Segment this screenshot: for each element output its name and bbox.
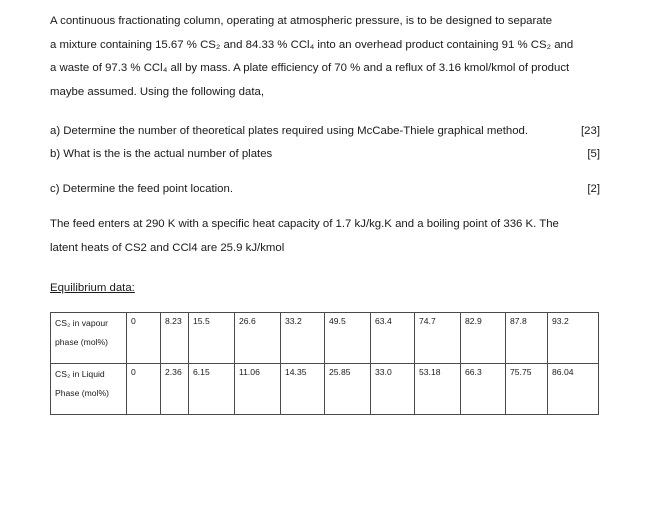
table-cell: 11.06 bbox=[235, 364, 281, 415]
table-cell: 87.8 bbox=[506, 313, 548, 364]
question-a-text: a) Determine the number of theoretical plates required using McCabe-Thiele graphical method. bbox=[50, 125, 529, 137]
row-label-vapour: CS₂ in vapour phase (mol%) bbox=[51, 313, 127, 364]
intro-line: a mixture containing 15.67 % CS₂ and 84.33 % CCl₄ into an overhead product containing 91 % CS₂ and bbox=[50, 38, 574, 51]
question-c-marks: [2] bbox=[587, 183, 600, 195]
intro-line: maybe assumed. Using the following data, bbox=[50, 85, 265, 98]
table-cell: 25.85 bbox=[325, 364, 371, 415]
intro-line: a waste of 97.3 % CCl₄ all by mass. A plate efficiency of 70 % and a reflux of 3.16 kmol/kmol of product bbox=[50, 62, 570, 74]
table-cell: 26.6 bbox=[235, 313, 281, 364]
question-c bbox=[50, 178, 606, 201]
table-cell: 63.4 bbox=[371, 313, 415, 364]
intro-line: A continuous fractionating column, operating at atmospheric pressure, is to be designed to separate bbox=[50, 15, 553, 27]
table-cell: 86.04 bbox=[548, 364, 599, 415]
row-label-liquid: CS₂ in Liquid Phase (mol%) bbox=[51, 364, 127, 415]
feed-line: The feed enters at 290 K with a specific heat capacity of 1.7 kJ/kg.K and a boiling point of 336 K. The bbox=[50, 218, 559, 230]
table-cell: 82.9 bbox=[461, 313, 506, 364]
question-b-text: b) What is the is the actual number of plates bbox=[50, 148, 273, 160]
question-a-marks: [23] bbox=[581, 125, 600, 137]
table-cell: 0 bbox=[127, 364, 161, 415]
table-cell: 8.23 bbox=[161, 313, 189, 364]
table-cell: 33.2 bbox=[281, 313, 325, 364]
table-cell: 2.36 bbox=[161, 364, 189, 415]
table-cell: 14.35 bbox=[281, 364, 325, 415]
question-c-text: c) Determine the feed point location. bbox=[50, 183, 233, 195]
table-cell: 66.3 bbox=[461, 364, 506, 415]
table-cell: 75.75 bbox=[506, 364, 548, 415]
table-cell: 93.2 bbox=[548, 313, 599, 364]
table-cell: 53.18 bbox=[415, 364, 461, 415]
question-b-marks: [5] bbox=[587, 148, 600, 160]
feed-conditions bbox=[50, 213, 606, 260]
vapour-row bbox=[51, 313, 599, 364]
equilibrium-heading: Equilibrium data: bbox=[50, 282, 135, 294]
table-cell: 49.5 bbox=[325, 313, 371, 364]
problem-statement bbox=[50, 10, 606, 104]
table-cell: 33.0 bbox=[371, 364, 415, 415]
equilibrium-table bbox=[50, 312, 599, 415]
question-b bbox=[50, 143, 606, 166]
question-a bbox=[50, 120, 606, 143]
feed-line: latent heats of CS2 and CCl4 are 25.9 kJ/kmol bbox=[50, 241, 285, 254]
table-cell: 15.5 bbox=[189, 313, 235, 364]
table-cell: 0 bbox=[127, 313, 161, 364]
table-cell: 6.15 bbox=[189, 364, 235, 415]
liquid-row bbox=[51, 364, 599, 415]
table-cell: 74.7 bbox=[415, 313, 461, 364]
problem-document bbox=[50, 10, 606, 415]
